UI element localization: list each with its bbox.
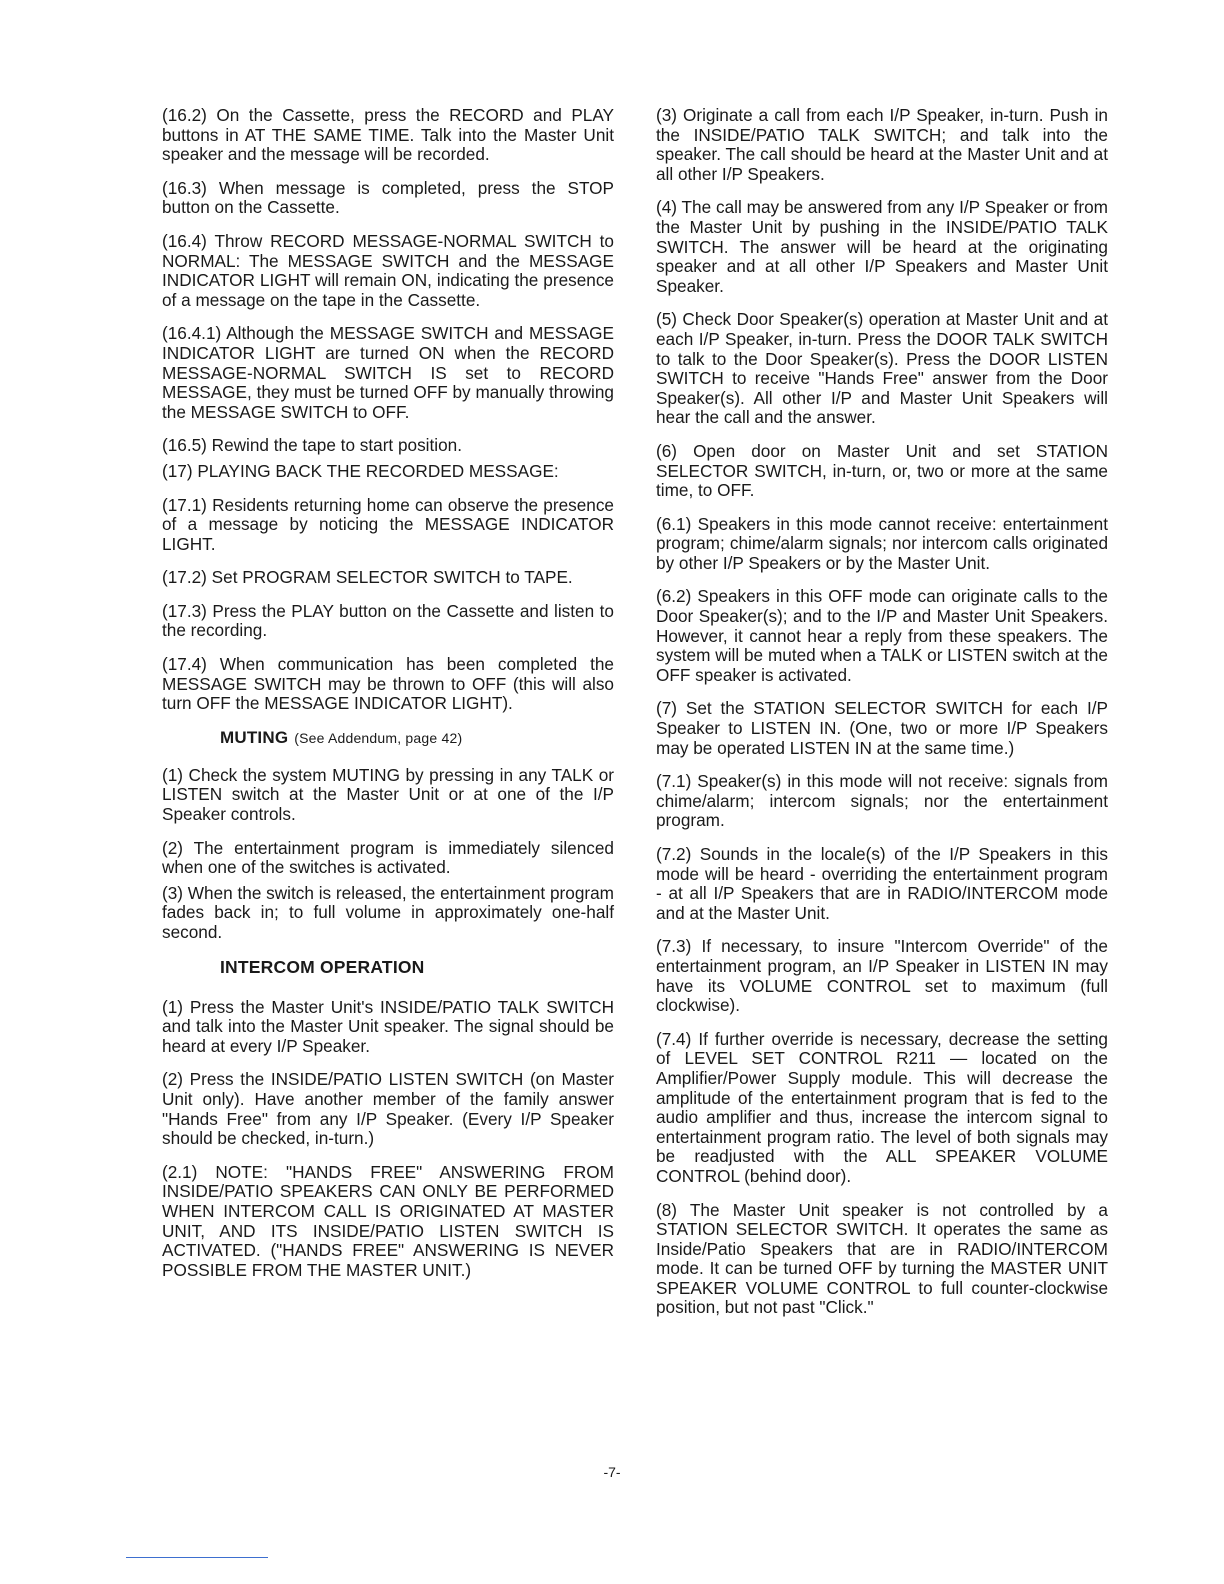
muting-heading (220, 728, 614, 748)
paragraph-7-3: (7.3) If necessary, to insure "Intercom Override" of the entertainment program, an I/P Speaker in LISTEN IN may have its VOLUME CONTROL set to maximum (full clockwise). (656, 936, 1108, 1016)
paragraph-16-2: (16.2) On the Cassette, press the RECORD and PLAY buttons in AT THE SAME TIME. Talk into the Master Unit speaker and the message will be recorded. (162, 105, 614, 165)
left-column (162, 106, 614, 1294)
paragraph-intercom-2: (2) Press the INSIDE/PATIO LISTEN SWITCH (on Master Unit only). Have another member of the family answer "Hands Free" from any I/P Speaker. (Every I/P Speaker should be checked, in-turn.) (162, 1069, 614, 1149)
paragraph-6: (6) Open door on Master Unit and set STATION SELECTOR SWITCH, in-turn, or, two or more at the same time, to OFF. (656, 440, 1108, 501)
paragraph-muting-1: (1) Check the system MUTING by pressing in any TALK or LISTEN switch at the Master Unit or at one of the I/P Speaker controls. (162, 764, 614, 825)
muting-heading-note: (See Addendum, page 42) (294, 729, 463, 746)
paragraph-muting-3: (3) When the switch is released, the entertainment program fades back in; to full volume in approximately one-half second. (162, 882, 614, 942)
paragraph-16-4: (16.4) Throw RECORD MESSAGE-NORMAL SWITCH to NORMAL: The MESSAGE SWITCH and the MESSAGE INDICATOR LIGHT will remain ON, indicating the presence of a message on the tape in the Cassette. (162, 230, 614, 310)
paragraph-muting-2: (2) The entertainment program is immediately silenced when one of the switches is activated. (162, 837, 614, 878)
paragraph-5: (5) Check Door Speaker(s) operation at Master Unit and at each I/P Speaker, in-turn. Press the DOOR TALK SWITCH to talk to the Door Speaker(s). Press the DOOR LISTEN SWITCH to receive "Hands Free" answer from the Door Speaker(s). All other I/P and Master Unit Speakers will hear the call and the answer. (656, 309, 1108, 428)
footnote-divider (126, 1557, 268, 1558)
paragraph-7-1: (7.1) Speaker(s) in this mode will not receive: signals from chime/alarm; intercom signals; nor the entertainment program. (656, 771, 1108, 831)
paragraph-intercom-2-1: (2.1) NOTE: "HANDS FREE" ANSWERING FROM INSIDE/PATIO SPEAKERS CAN ONLY BE PERFORMED WHEN INTERCOM CALL IS ORIGINATED AT MASTER UNIT, AND ITS INSIDE/PATIO LISTEN SWITCH IS ACTIVATED. ("HANDS FREE" ANSWERING IS NEVER POSSIBLE FROM THE MASTER UNIT.) (162, 1161, 614, 1280)
paragraph-3: (3) Originate a call from each I/P Speaker, in-turn. Push in the INSIDE/PATIO TALK SWITCH; and talk into the speaker. The call should be heard at the Master Unit and at all other I/P Speakers. (656, 105, 1108, 184)
paragraph-17-2: (17.2) Set PROGRAM SELECTOR SWITCH to TAPE. (162, 567, 573, 588)
muting-heading-title: MUTING (220, 727, 289, 747)
paragraph-6-2: (6.2) Speakers in this OFF mode can originate calls to the Door Speaker(s); and to the I/P and Master Unit Speakers. However, it cannot hear a reply from these speakers. The system will be muted when a TALK or LISTEN switch at the OFF speaker is activated. (656, 586, 1108, 685)
paragraph-17-3: (17.3) Press the PLAY button on the Cassette and listen to the recording. (162, 600, 614, 641)
paragraph-7: (7) Set the STATION SELECTOR SWITCH for each I/P Speaker to LISTEN IN. (One, two or more I/P Speakers may be operated LISTEN IN at the same time.) (656, 698, 1108, 758)
paragraph-16-4-1: (16.4.1) Although the MESSAGE SWITCH and MESSAGE INDICATOR LIGHT are turned ON when the RECORD MESSAGE-NORMAL SWITCH IS set to RECORD MESSAGE, they must be turned OFF by manually throwing the MESSAGE SWITCH to OFF. (162, 323, 614, 422)
paragraph-17: (17) PLAYING BACK THE RECORDED MESSAGE: (162, 460, 559, 481)
right-column (656, 106, 1108, 1332)
paragraph-16-3: (16.3) When message is completed, press the STOP button on the Cassette. (162, 177, 614, 218)
paragraph-7-2: (7.2) Sounds in the locale(s) of the I/P Speakers in this mode will be heard - overriding the entertainment program - at all I/P Speakers that are in RADIO/INTERCOM mode and at the Master Unit. (656, 844, 1108, 923)
intercom-operation-heading: INTERCOM OPERATION (220, 956, 425, 977)
paragraph-intercom-1: (1) Press the Master Unit's INSIDE/PATIO TALK SWITCH and talk into the Master Unit speaker. The signal should be heard at every I/P Speaker. (162, 996, 614, 1056)
page-number: -7- (603, 1464, 621, 1480)
paragraph-7-4: (7.4) If further override is necessary, decrease the setting of LEVEL SET CONTROL R211 — located on the Amplifier/Power Supply module. This will decrease the amplitude of the entertainment program that is fed to the audio amplifier and thus, increase the intercom signal to entertainment program ratio. The level of both signals may be readjusted with the ALL SPEAKER VOLUME CONTROL (behind door). (656, 1028, 1108, 1186)
paragraph-4: (4) The call may be answered from any I/P Speaker or from the Master Unit by pushing in the INSIDE/PATIO TALK SWITCH. The answer will be heard at the originating speaker and at all other I/P Speakers and Master Unit Speaker. (656, 197, 1108, 296)
paragraph-6-1: (6.1) Speakers in this mode cannot receive: entertainment program; chime/alarm signals; nor intercom calls originated by other I/P Speakers or by the Master Unit. (656, 513, 1108, 573)
paragraph-17-4: (17.4) When communication has been completed the MESSAGE SWITCH may be thrown to OFF (this will also turn OFF the MESSAGE INDICATOR LIGHT). (162, 654, 614, 714)
paragraph-16-5: (16.5) Rewind the tape to start position. (162, 435, 462, 456)
paragraph-17-1: (17.1) Residents returning home can observe the presence of a message by noticing the MESSAGE INDICATOR LIGHT. (162, 494, 614, 554)
paragraph-8: (8) The Master Unit speaker is not controlled by a STATION SELECTOR SWITCH. It operates the same as Inside/Patio Speakers that are in RADIO/INTERCOM mode. It can be turned OFF by turning the MASTER UNIT SPEAKER VOLUME CONTROL to full counter-clockwise position, but not past "Click." (656, 1199, 1108, 1318)
